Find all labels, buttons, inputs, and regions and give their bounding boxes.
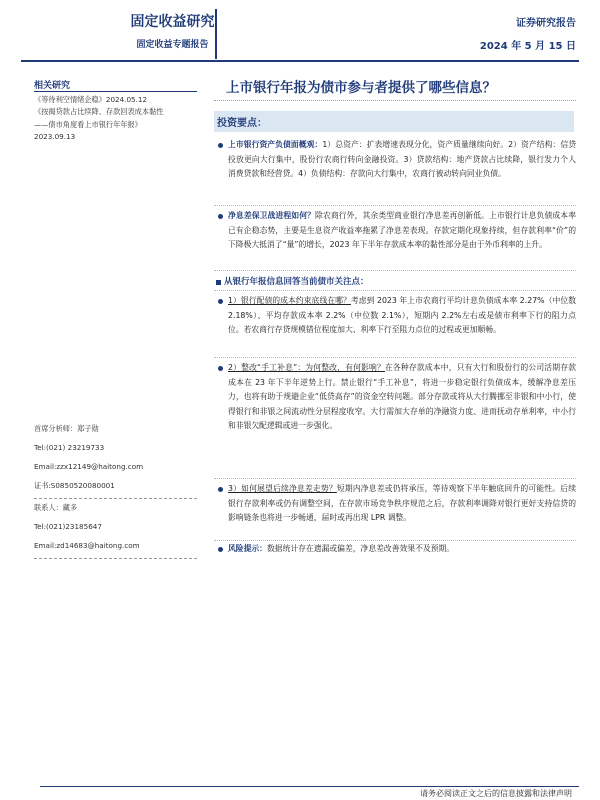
contact-name: 联系人：藏多 xyxy=(34,503,78,512)
paragraph-heading: 上市银行资产负债面概观： xyxy=(228,140,323,149)
contact-divider xyxy=(34,498,197,499)
analyst-email[interactable]: Email:zzx12149@haitong.com xyxy=(34,462,144,471)
risk-text: 数据统计存在遗漏或偏差，净息差改善效果不及预期。 xyxy=(266,544,455,553)
report-title: 上市银行年报为债市参与者提供了哪些信息？ xyxy=(226,80,496,96)
paragraph-text: 除农商行外，其余类型商业银行净息差再创新低。上市银行计息负债成本率已有企稳态势，主要是生息资产收益率拖累了净息差表现。存款定期化现象持续，但存款利率“价”的下降极大抵消了“量”的增长，2023 年下半年存款成本率的黏性部分是由于外币利率的上升。 xyxy=(228,211,576,250)
contact-tel: Tel:(021)23185647 xyxy=(34,522,102,531)
header-divider xyxy=(215,9,217,59)
header-title: 固定收益研究 xyxy=(130,14,215,30)
question-1 xyxy=(228,294,576,338)
title-rule xyxy=(214,100,576,101)
subsection-heading xyxy=(224,275,369,287)
question-text: 在各种存款成本中，只有大行和股份行的公司活期存款成本在 23 年下半年逆势上行。禁止银行“手工补息”，将进一步稳定银行负债成本，缓解净息差压力，也将有助于规避企业“低贷高存”的资金空转问题。部分存款或将从大行腾挪至非银和中小行，使得银行和非银之间流动性分层程度收窄。大行需加大存单的净融资力度、进而抚动存单利率，中小行和非银欠配逻辑或进一步强化。 xyxy=(228,363,576,431)
question-text: 考虑到 2023 年上市农商行平均计息负债成本率 2.27%（中位数 2.18%）、平均存款成本率 2.2%（中位数 2.1%），短期内 2.2%左右或是债市利率下行的阻力点位。若农商行存贷规模错位程度加大、利率下行至阻力点位的过程或更加顺畅。 xyxy=(228,296,576,335)
paragraph-divider xyxy=(214,290,576,291)
risk-heading: 风险提示： xyxy=(228,544,267,553)
related-item[interactable]: ——债市角度看上市银行年年报》 xyxy=(34,119,142,129)
bullet-icon xyxy=(218,214,223,219)
section-title: 投资要点： xyxy=(217,118,267,129)
analyst-cert: 证书:S0850520080001 xyxy=(34,481,115,490)
contact-end-divider xyxy=(34,558,197,559)
bullet-icon xyxy=(218,487,223,492)
subsection-heading-text: 从银行年报信息回答当前债市关注点： xyxy=(224,277,369,287)
risk-warning xyxy=(228,542,576,557)
paragraph-divider xyxy=(214,357,576,358)
summary-paragraph-2 xyxy=(228,209,576,253)
question-heading: 1）银行配债的成本约束底线在哪？ xyxy=(228,296,351,305)
paragraph-divider xyxy=(214,270,576,271)
contact-email[interactable]: Email:zd14683@haitong.com xyxy=(34,541,140,550)
header-subtitle: 固定收益专题报告 xyxy=(136,40,209,50)
report-date: 2024 年 5 月 15 日 xyxy=(479,41,576,52)
bullet-icon xyxy=(216,280,221,285)
summary-paragraph-1 xyxy=(228,138,576,182)
paragraph-divider xyxy=(214,540,576,541)
bullet-icon xyxy=(218,143,223,148)
paragraph-divider xyxy=(214,478,576,479)
related-research-title: 相关研究 xyxy=(34,81,71,91)
section-header xyxy=(214,111,574,132)
related-item: 2023.09.13 xyxy=(34,132,76,142)
paragraph-heading: 净息差保卫战进程如何？ xyxy=(228,211,316,220)
related-research-list xyxy=(34,94,199,144)
paragraph-divider xyxy=(214,205,576,206)
question-3 xyxy=(228,482,576,526)
bullet-icon xyxy=(218,299,223,304)
header-rule xyxy=(21,60,579,62)
paragraph-text: 1）总资产：扩表增速表现分化，资产质量继续向好。2）资产结构：信贷投放更向大行集中，股份行农商行转向金融投资。3）贷款结构：地产贷款占比续降，银行发力个人消费贷款和经营贷。4）负债结构：存款向大行集中，农商行被动转向同业负债。 xyxy=(228,140,577,179)
bullet-icon xyxy=(218,366,223,371)
question-2 xyxy=(228,361,576,434)
analyst-tel: Tel:(021) 23219733 xyxy=(34,443,105,452)
footer-disclaimer[interactable]: 请务必阅读正文之后的信息披露和法律声明 xyxy=(420,789,572,798)
question-heading: 3）如何展望后续净息差走势？ xyxy=(228,484,337,493)
question-heading: 2）整改“手工补息”：为何整改，有何影响？ xyxy=(228,363,385,372)
question-text: 短期内净息差或仍将承压，等待观察下半年触底回升的可能性。后续银行存款利率或仍有调整空间，在存款市场竞争秩序规范之后，存款利率调降对银行更好支持信贷的影响链条也将进一步畅通，届时或再出现 LPR 调整。 xyxy=(228,484,576,523)
report-type: 证券研究报告 xyxy=(516,18,576,29)
bullet-icon xyxy=(218,547,223,552)
related-research-rule xyxy=(34,91,197,92)
footer-rule xyxy=(40,786,579,787)
related-item[interactable]: 《等待利空情绪企稳》2024.05.12 xyxy=(34,95,148,104)
analyst-name: 首席分析师：郑子勋 xyxy=(34,424,99,433)
related-item[interactable]: 《按揭贷款占比续降、存款回表成本黏性 xyxy=(34,107,164,117)
